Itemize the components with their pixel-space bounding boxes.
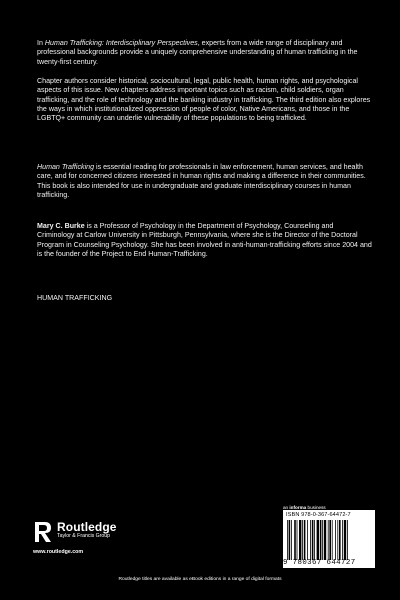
barcode-bar [337,520,338,560]
intro-prefix: In [37,39,45,47]
intro-rest: , experts from a wide range of disciplinary and professional backgrounds provide a uniquely comprehensive understanding of human trafficking in the twenty-first century. [37,39,358,66]
author-bio [37,222,372,259]
audience-paragraph [37,163,372,200]
informa-brand: informa [289,505,307,510]
subject-category: HUMAN TRAFFICKING [37,294,113,302]
isbn-barcode-box [283,510,375,568]
barcode-bar [302,520,303,560]
publisher-name: Routledge [57,520,117,534]
book-title-italic: Human Trafficking: Interdisciplinary Perspectives [44,39,198,47]
barcode-bar [332,520,333,560]
barcode-bar [322,520,323,560]
barcode-bar [299,520,301,560]
barcode-bar [314,520,315,560]
chapters-paragraph: Chapter authors consider historical, sociocultural, legal, public health, human rights, and psychological aspects of this issue. New chapters address important topics such as racism, child soldiers, organ trafficking, and the role of technology and the banking industry in trafficking. The third edition also explores the ways in which institutionalized oppression of people of color, Native Americans, and those in the LGBTQ+ community can underlie vulnerability of these populations to being trafficked. [37,77,371,123]
publisher-group: Taylor & Francis Group [57,533,111,539]
barcode-bar [304,520,306,560]
informa-tagline: an informa business [283,505,326,510]
barcode-bar [329,520,331,560]
author-name: Mary C. Burke [37,222,85,230]
barcode-bar [317,520,319,560]
barcode-bar [297,520,298,560]
barcode-bar [324,520,326,560]
isbn-label: ISBN 978-0-367-64472-7 [286,512,351,518]
barcode-bar [347,520,348,560]
barcode-bar [320,520,322,560]
author-bio-text: is a Professor of Psychology in the Department of Psychology, Counseling and Criminology at Carlow University in Pittsburgh, Pennsylvania, where she is the Director of the Doctoral Program in Counseling Psychology. She has been involved in anti-human-trafficking efforts since 2004 and is the founder of the Project to End Human-Trafficking. [37,222,372,258]
publisher-url: www.routledge.com [33,549,84,555]
barcode-icon [286,520,372,560]
routledge-logo [33,521,117,543]
barcode-bar [310,520,311,560]
intro-paragraph [37,39,372,67]
book-title-short: Human Trafficking [37,163,95,171]
barcode-bar [291,520,292,560]
audience-rest: is essential reading for professionals in law enforcement, human services, and health care, and for concerned citizens interested in human rights and making a difference in their communities. This book is also intended for use in undergraduate and graduate interdisciplinary courses in human trafficking. [37,163,366,199]
barcode-bar [339,520,341,560]
barcode-digits: 9 780367 644727 [283,559,356,567]
barcode-bar [294,520,296,560]
barcode-bar [287,520,288,560]
barcode-bar [312,520,314,560]
barcode-bar [307,520,308,560]
ebook-note: Routledge titles are available as eBook editions in a range of digital formats [118,577,282,582]
barcode-bar [344,520,346,560]
barcode-bar [342,520,343,560]
routledge-r-icon [33,521,53,543]
barcode-bar [328,520,329,560]
barcode-bar [335,520,336,560]
barcode-bar [289,520,291,560]
